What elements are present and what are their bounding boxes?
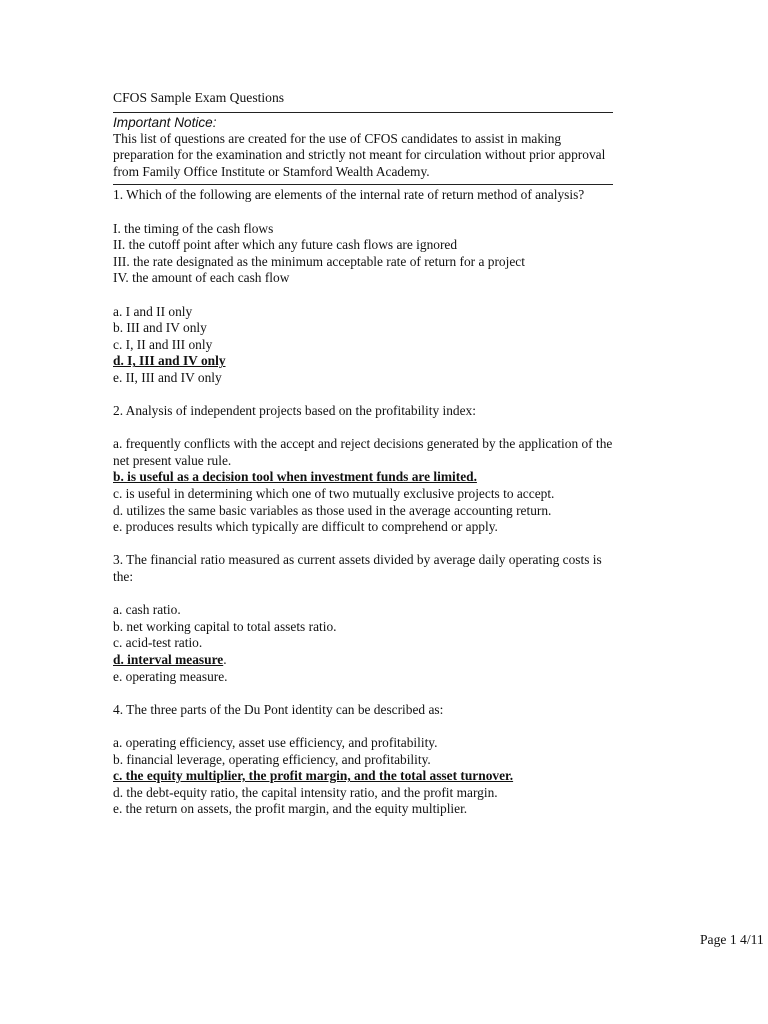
spacer [113,536,613,553]
option-list [113,436,613,536]
option-item-correct [113,353,613,370]
option-item: b. net working capital to total assets ratio. [113,618,337,634]
correct-answer-suffix: . [223,652,227,667]
question-1 [113,187,613,386]
correct-answer: b. is useful as a decision tool when investment funds are limited. [113,469,477,485]
option-item: c. I, II and III only [113,336,213,352]
question-text: 1. Which of the following are elements of the internal rate of return method of analysis? [113,187,585,203]
option-item-correct [113,652,613,669]
option-list [113,735,613,818]
option-item: a. I and II only [113,303,193,319]
document-title: CFOS Sample Exam Questions [113,90,285,105]
page-number: Page 1 4/11 [700,932,764,947]
notice-heading: Important Notice: [113,114,217,130]
correct-answer: d. interval measure [113,652,224,667]
question-3 [113,552,613,685]
spacer [113,685,613,702]
option-item: b. financial leverage, operating efficiency, and profitability. [113,751,431,767]
option-item-correct [113,768,613,785]
statement-item: II. the cutoff point after which any future cash flows are ignored [113,237,458,253]
question-text: 3. The financial ratio measured as current assets divided by average daily operating costs is the: [113,552,602,585]
option-item-correct [113,469,613,486]
divider [113,184,613,185]
option-item: c. acid-test ratio. [113,635,203,651]
question-text: 4. The three parts of the Du Pont identity can be described as: [113,701,444,717]
option-item: d. the debt-equity ratio, the capital intensity ratio, and the profit margin. [113,784,498,800]
correct-answer: d. I, III and IV only [113,353,226,369]
option-item: e. the return on assets, the profit margin, and the equity multiplier. [113,801,468,817]
notice-body: This list of questions are created for the use of CFOS candidates to assist in making preparation for the examination and strictly not meant for circulation without prior approval from Family Office Institute or Stamford Wealth Academy. [113,130,606,179]
option-item: a. frequently conflicts with the accept and reject decisions generated by the application of the net present value rule. [113,436,613,468]
question-text: 2. Analysis of independent projects based on the profitability index: [113,403,476,419]
option-list [113,602,613,685]
option-item: c. is useful in determining which one of two mutually exclusive projects to accept. [113,486,555,502]
statement-list [113,221,613,287]
statement-item: I. the timing of the cash flows [113,220,274,236]
option-item: a. cash ratio. [113,602,181,618]
spacer [113,387,613,404]
divider [113,112,613,113]
option-item: d. utilizes the same basic variables as those used in the average accounting return. [113,502,552,518]
statement-item: IV. the amount of each cash flow [113,270,290,286]
question-4 [113,702,613,818]
question-2 [113,403,613,536]
option-item: e. II, III and IV only [113,369,222,385]
option-item: a. operating efficiency, asset use efficiency, and profitability. [113,734,438,750]
option-item: e. operating measure. [113,668,228,684]
option-list [113,304,613,387]
exam-page [113,90,613,818]
correct-answer: c. the equity multiplier, the profit margin, and the total asset turnover. [113,768,514,784]
option-item: e. produces results which typically are difficult to comprehend or apply. [113,519,498,535]
option-item: b. III and IV only [113,320,207,336]
statement-item: III. the rate designated as the minimum acceptable rate of return for a project [113,253,525,269]
